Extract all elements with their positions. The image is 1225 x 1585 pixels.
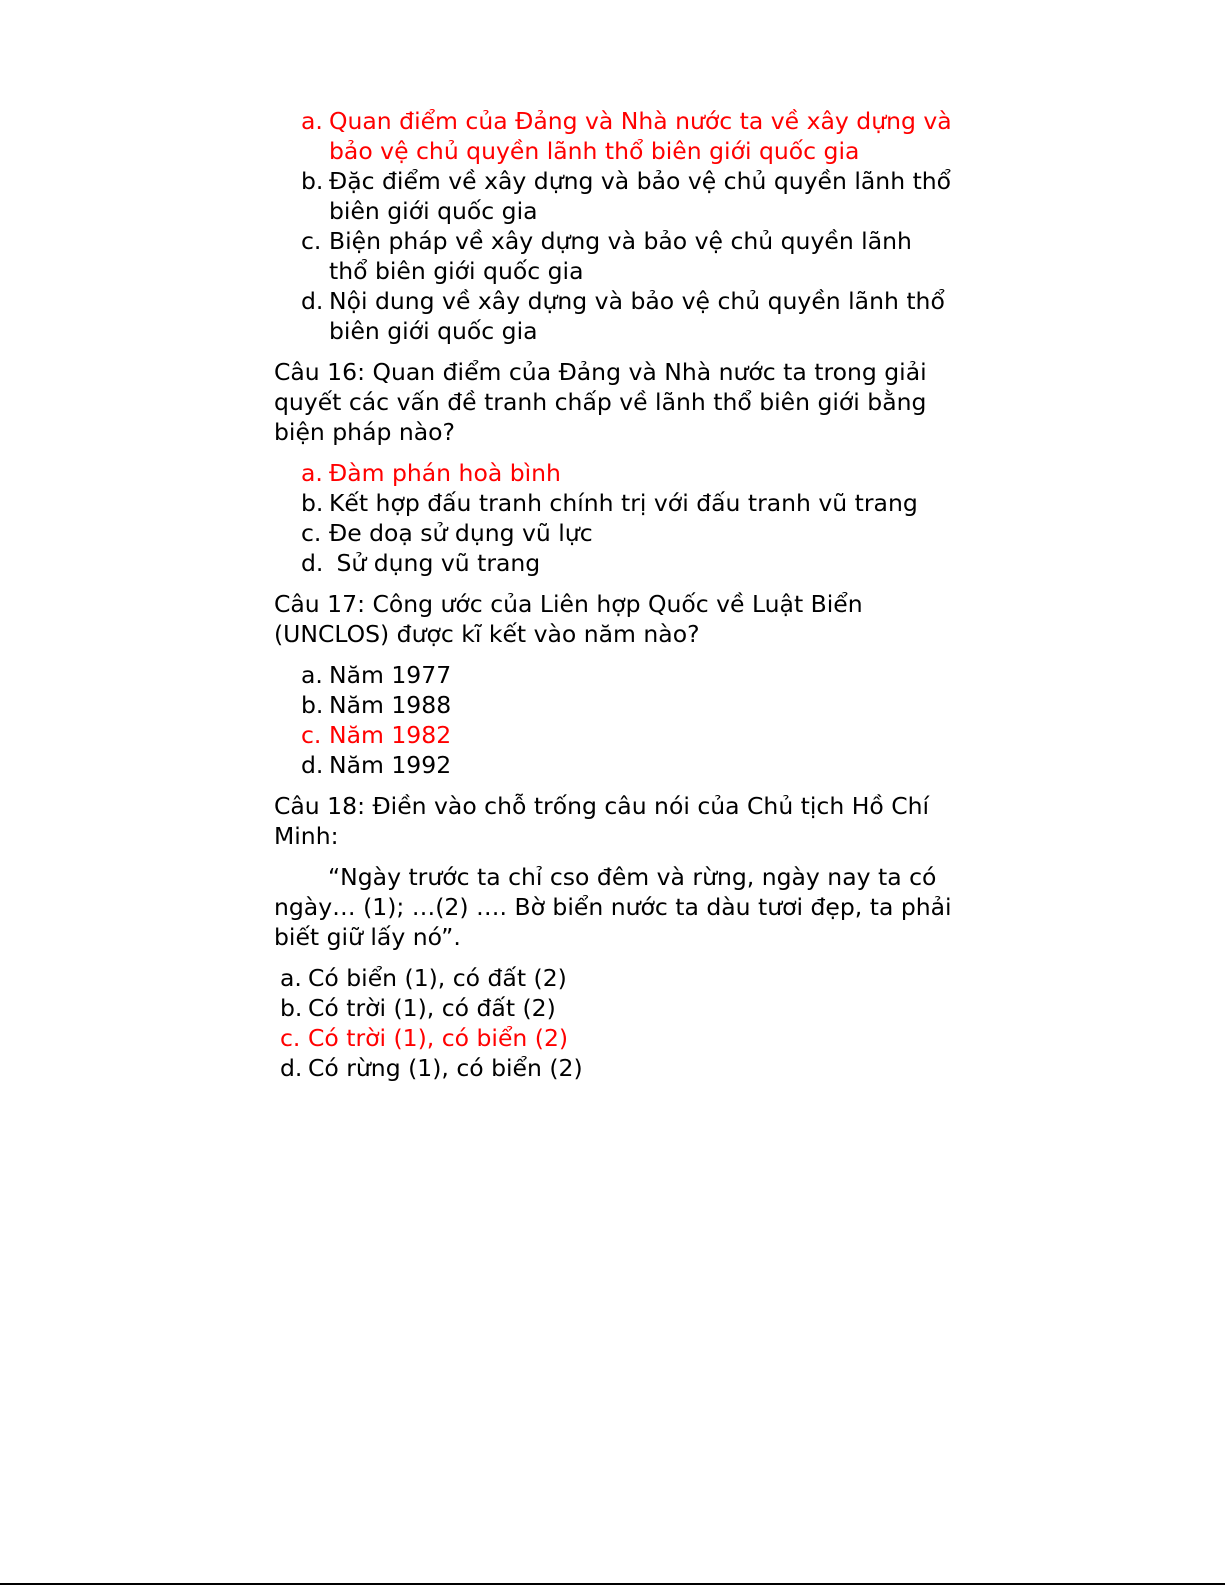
option-text: Có trời (1), có biển (2) — [308, 1024, 569, 1052]
option-letter: c. — [301, 721, 322, 749]
option-letter: a. — [301, 661, 323, 689]
option-letter: d. — [280, 1054, 303, 1082]
option-text: Đe doạ sử dụng vũ lực — [329, 519, 593, 547]
option-text: Có rừng (1), có biển (2) — [308, 1054, 583, 1082]
option-letter: c. — [301, 519, 322, 547]
option-text: Năm 1992 — [329, 751, 452, 779]
q17-options — [301, 660, 954, 780]
option-text: Đàm phán hoà bình — [329, 459, 561, 487]
q16-options — [301, 458, 954, 578]
option-letter: b. — [301, 489, 324, 517]
option-letter: a. — [301, 459, 323, 487]
q17-option-c — [301, 720, 954, 750]
ho-chi-minh-quote: “Ngày trước ta chỉ cso đêm và rừng, ngày nay ta có ngày… (1); …(2) …. Bờ biển nước ta dàu tươi đẹp, ta phải biết giữ lấy nó”. — [274, 863, 952, 951]
q16-option-c — [301, 518, 954, 548]
option-text: Năm 1988 — [329, 691, 452, 719]
option-text: Năm 1982 — [329, 721, 452, 749]
q15-options — [301, 106, 954, 346]
option-letter: b. — [280, 994, 303, 1022]
option-letter: a. — [280, 964, 302, 992]
question-18: Câu 18: Điền vào chỗ trống câu nói của Chủ tịch Hồ Chí Minh: — [274, 792, 930, 850]
q17-option-a — [301, 660, 954, 690]
option-text: Kết hợp đấu tranh chính trị với đấu tranh vũ trang — [329, 489, 918, 517]
q17-option-b — [301, 690, 954, 720]
q15-option-c — [301, 226, 954, 286]
option-letter: d. — [301, 751, 324, 779]
option-text: Đặc điểm về xây dựng và bảo vệ chủ quyền lãnh thổ biên giới quốc gia — [329, 167, 952, 225]
option-letter: b. — [301, 167, 324, 195]
option-letter: d. — [301, 287, 324, 315]
q18-option-a — [280, 963, 954, 993]
q18-option-b — [280, 993, 954, 1023]
q18-option-c — [280, 1023, 954, 1053]
option-text: Năm 1977 — [329, 661, 452, 689]
q18-options — [280, 963, 954, 1083]
q18-option-d — [280, 1053, 954, 1083]
q16-option-b — [301, 488, 954, 518]
q17-option-d — [301, 750, 954, 780]
page-content — [274, 106, 954, 1083]
option-letter: c. — [280, 1024, 301, 1052]
option-letter: b. — [301, 691, 324, 719]
q16-option-d — [301, 548, 954, 578]
option-text: Quan điểm của Đảng và Nhà nước ta về xây dựng và bảo vệ chủ quyền lãnh thổ biên giới quốc gia — [329, 107, 952, 165]
option-text: Nội dung về xây dựng và bảo vệ chủ quyền lãnh thổ biên giới quốc gia — [329, 287, 945, 345]
option-letter: a. — [301, 107, 323, 135]
option-text: Sử dụng vũ trang — [329, 549, 541, 577]
option-text: Biện pháp về xây dựng và bảo vệ chủ quyền lãnh thổ biên giới quốc gia — [329, 227, 912, 285]
q15-option-d — [301, 286, 954, 346]
question-17: Câu 17: Công ước của Liên hợp Quốc về Luật Biển (UNCLOS) được kĩ kết vào năm nào? — [274, 590, 863, 648]
q15-option-b — [301, 166, 954, 226]
question-16: Câu 16: Quan điểm của Đảng và Nhà nước ta trong giải quyết các vấn đề tranh chấp về lãnh thổ biên giới bằng biện pháp nào? — [274, 358, 927, 446]
q16-option-a — [301, 458, 954, 488]
option-letter: d. — [301, 549, 324, 577]
option-text: Có trời (1), có đất (2) — [308, 994, 556, 1022]
q15-option-a — [301, 106, 954, 166]
option-text: Có biển (1), có đất (2) — [308, 964, 567, 992]
option-letter: c. — [301, 227, 322, 255]
